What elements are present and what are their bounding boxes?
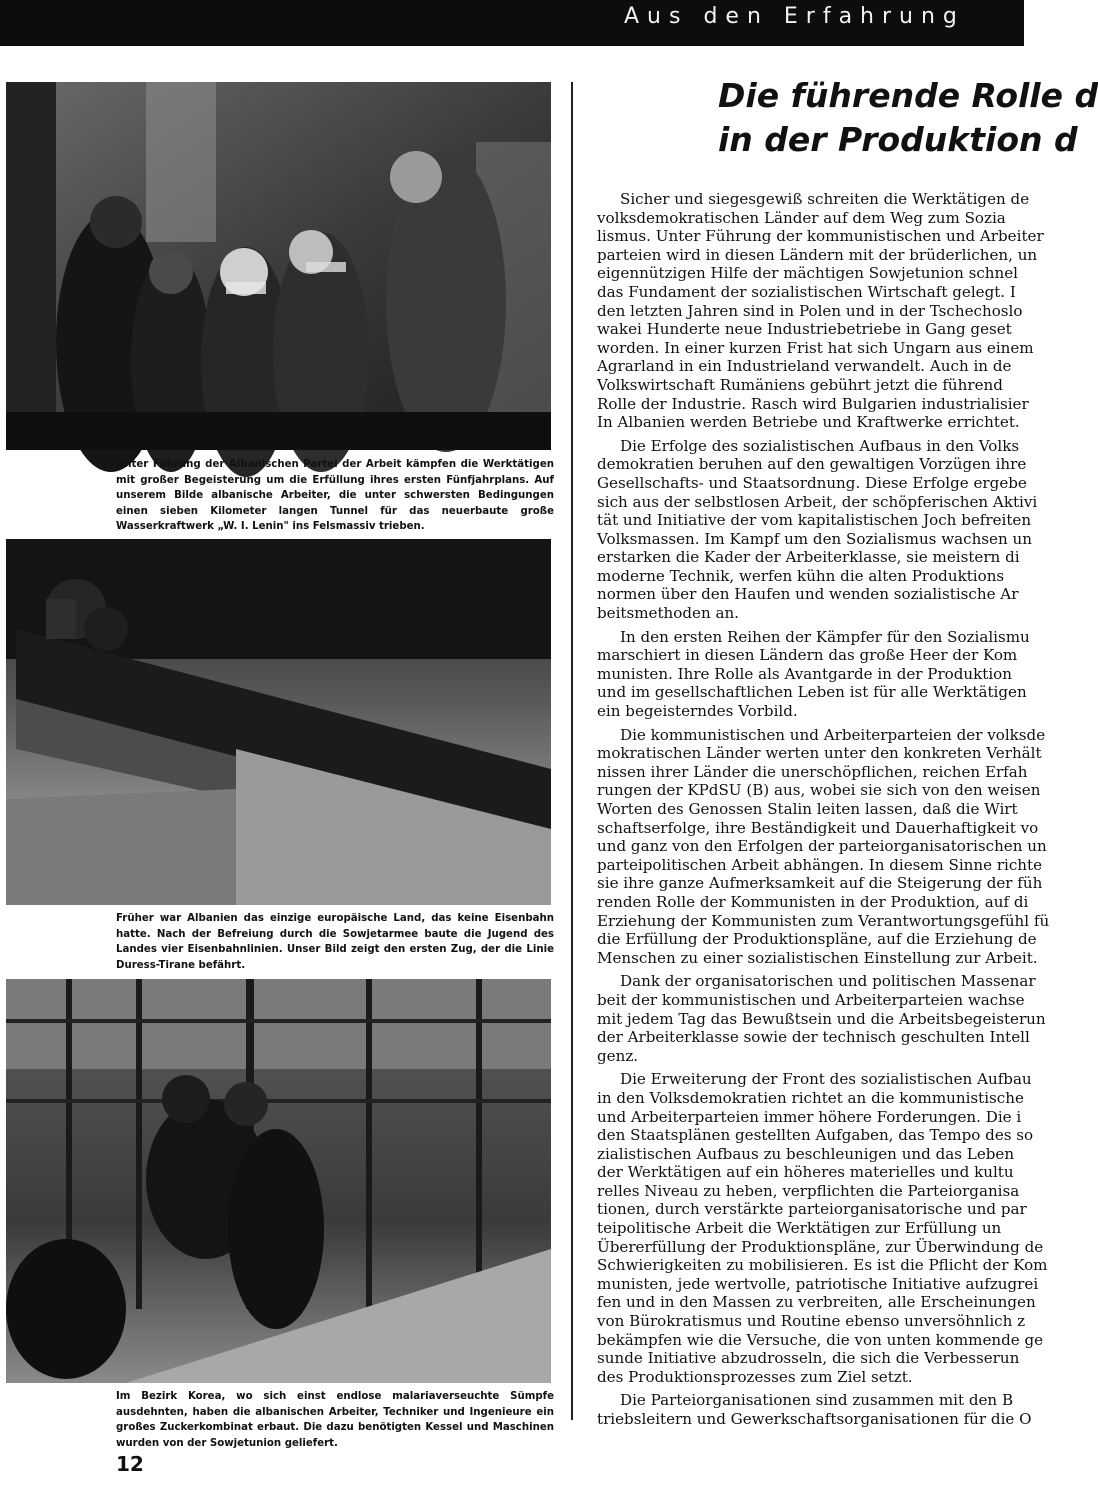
photo-sugar-caption: Im Bezirk Korea, wo sich einst endlose malariaverseuchte Sümpfe ausdehnten, haben die albanischen Arbeiter, Techniker und Ingenieure ein großes Zuckerkombinat erbaut. Die dazu benötigten Kessel und Maschinen wurden von der Sowjetunion geliefert. [116,1391,554,1449]
article-headline-line-2: in der Produktion d [718,120,1078,159]
article-headline-line-1: Die führende Rolle d [718,76,1098,115]
article-paragraph: Dank der organisatorischen und politischen Massenar beit der kommunistischen und Arbeiterparteien wachse mit jedem Tag das Bewußtsein und die Arbeitsbegeisterun der Arbeiterklasse sowie der technisch geschulten Intell genz. [597,972,1046,1065]
photo-tunnel-caption: Unter Führung der Albanischen Partei der Arbeit kämpfen die Werktätigen mit großer Begeisterung um die Erfüllung ihres ersten Fünfjahrplans. Auf unserem Bilde albanische Arbeiter, die unter schwersten Bedingungen einen sieben Kilometer langen Tunnel für das neuerbaute große Wasserkraftwerk „W. I. Lenin" ins Felsmassiv trieben. [116,459,554,532]
photo-sugar-factory [6,979,551,1383]
photo-tunnel-workers [6,82,551,450]
article-headline [718,74,1098,162]
photo-train-caption: Früher war Albanien das einzige europäische Land, das keine Eisenbahn hatte. Nach der Befreiung durch die Sowjetarmee baute die Jugend des Landes vier Eisenbahnlinien. Unser Bild zeigt den ersten Zug, der die Linie Duress-Tirane befährt. [116,913,554,971]
column-divider [571,82,573,1420]
photo-sugar-factory-image [6,979,551,1383]
photo-first-train-image [6,539,551,905]
article-paragraph: Die Erweiterung der Front des sozialistischen Aufbau in den Volksdemokratien richtet an die kommunistische und Arbeiterparteien immer höhere Forderungen. Die i den Staatsplänen gestellten Aufgaben, das Tempo des so zialistischen Aufbaus zu beschleunigen und das Leben der Werktätigen auf ein höheres materielles und kultu relles Niveau zu heben, verpflichten die Parteiorganisa tionen, durch verstärkte parteiorganisatorische und par teipolitische Arbeit die Werktätigen zur Erfüllung un Übererfüllung der Produktionspläne, zur Überwindung de Schwierigkeiten zu mobilisieren. Es ist die Pflicht der Kom munisten, jede wertvolle, patriotische Initiative aufzugrei fen und in den Massen zu verbreiten, alle Erscheinungen von Bürokratismus und Routine ebenso unversöhnlich z bekämpfen wie die Versuche, die von unten kommende ge sunde Initiative abzudrosseln, die sich die Verbesserun des Produktionsprozesses zum Ziel setzt. [597,1070,1048,1386]
section-header-bar [0,0,1024,46]
article-paragraph: Sicher und siegesgewiß schreiten die Werktätigen de volksdemokratischen Länder auf dem Weg zum Sozia lismus. Unter Führung der kommunistischen und Arbeiter parteien wird in diesen Ländern mit der brüderlichen, un eigennützigen Hilfe der mächtigen Sowjetunion schnel das Fundament der sozialistischen Wirtschaft gelegt. I den letzten Jahren sind in Polen und in der Tschechoslo wakei Hunderte neue Industriebetriebe in Gang geset worden. In einer kurzen Frist hat sich Ungarn aus einem Agrarland in ein Industrieland verwandelt. Auch in de Volkswirtschaft Rumäniens gebührt jetzt die führend Rolle der Industrie. Rasch wird Bulgarien industrialisier In Albanien werden Betriebe und Kraftwerke errichtet. [597,190,1044,432]
article-body [597,190,1057,1434]
article-paragraph: Die kommunistischen und Arbeiterparteien der volksde mokratischen Länder werten unter den konkreten Verhält nissen ihrer Länder die unerschöpflichen, reichen Erfah rungen der KPdSU (B) aus, wobei sie sich von den weisen Worten des Genossen Stalin leiten lassen, daß die Wirt schaftserfolge, ihre Beständigkeit und Dauerhaftigkeit vo und ganz von den Erfolgen der parteiorganisatorischen un parteipolitischen Arbeit abhängen. In diesem Sinne richte sie ihre ganze Aufmerksamkeit auf die Steigerung der füh renden Rolle der Kommunisten in der Produktion, auf di Erziehung der Kommunisten zum Verantwortungsgefühl fü die Erfüllung der Produktionspläne, auf die Erziehung de Menschen zu einer sozialistischen Einstellung zur Arbeit. [597,725,1050,967]
article-paragraph: In den ersten Reihen der Kämpfer für den Sozialismu marschiert in diesen Ländern das große Heer der Kom munisten. Ihre Rolle als Avantgarde in der Produktion und im gesellschaftlichen Leben ist für alle Werktätigen ein begeisterndes Vorbild. [597,627,1030,721]
section-label: Aus den Erfahrung [624,4,965,29]
article-paragraph: Die Parteiorganisationen sind zusammen mit den B triebsleitern und Gewerkschaftsorganisationen für die O [597,1391,1032,1428]
photo-tunnel-workers-image [6,82,551,450]
photo-first-train [6,539,551,905]
page-number: 12 [116,1452,144,1476]
article-paragraph: Die Erfolge des sozialistischen Aufbaus in den Volks demokratien beruhen auf den gewaltigen Vorzügen ihre Gesellschafts- und Staatsordnung. Diese Erfolge ergebe sich aus der selbstlosen Arbeit, der schöpferischen Aktivi tät und Initiative der vom kapitalistischen Joch befreiten Volksmassen. Im Kampf um den Sozialismus wachsen un erstarken die Kader der Arbeiterklasse, sie meistern di moderne Technik, werfen kühn die alten Produktions normen über den Haufen und wenden sozialistische Ar beitsmethoden an. [597,436,1038,623]
